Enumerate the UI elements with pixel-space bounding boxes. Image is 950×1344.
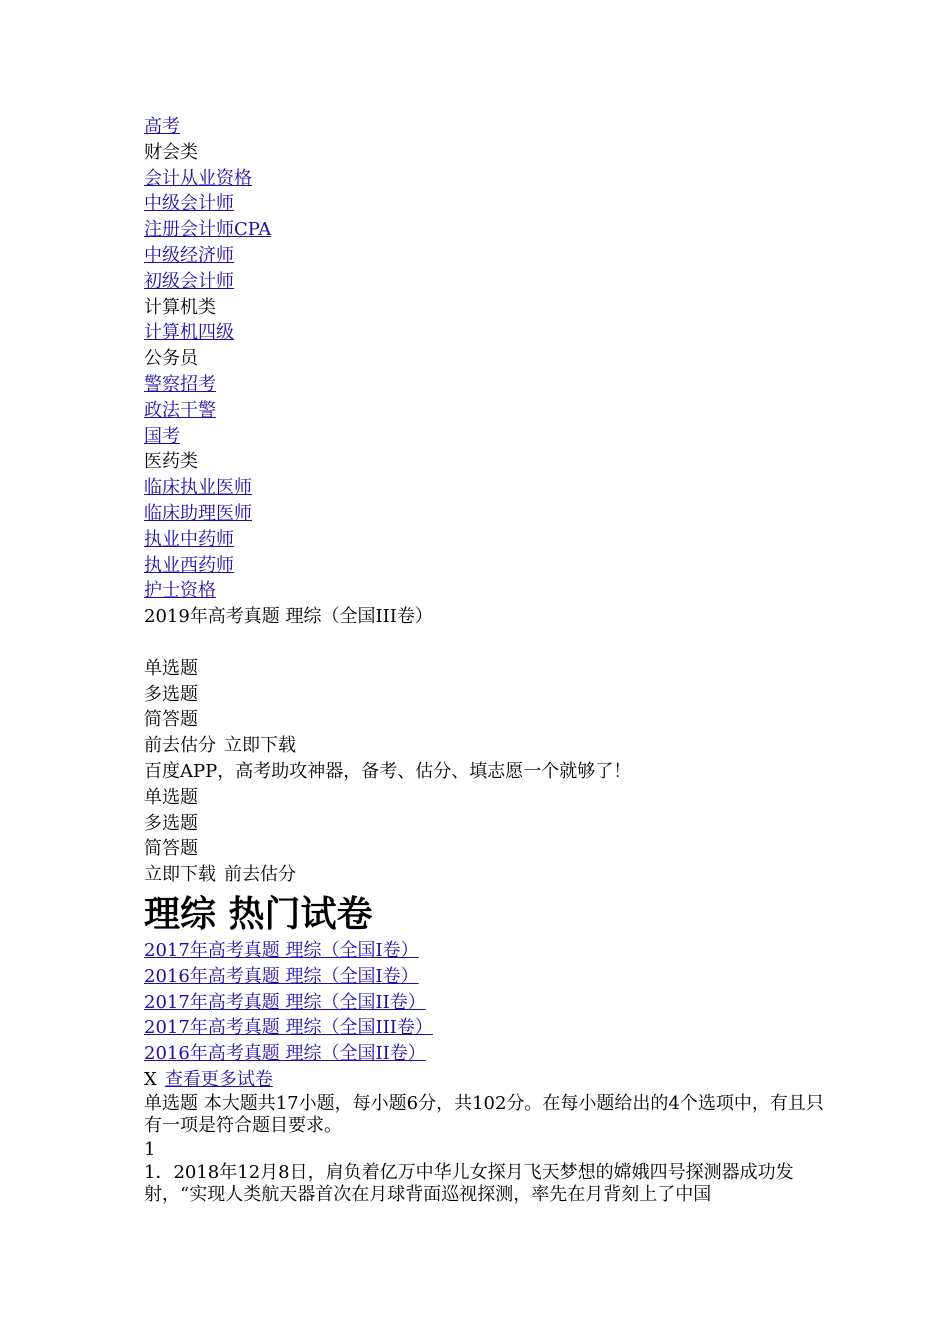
nav-link-linchuang-zhiye[interactable]: 临床执业医师 bbox=[144, 477, 252, 499]
nav-link-guokao[interactable]: 国考 bbox=[144, 425, 180, 447]
hot-paper-link[interactable]: 2017年高考真题 理综（全国I卷） bbox=[144, 939, 419, 961]
tab-short-answer-2[interactable]: 简答题 bbox=[144, 838, 198, 860]
nav-link-zhuce-kuaijishi[interactable]: 注册会计师CPA bbox=[144, 219, 272, 241]
nav-link-gaokao[interactable]: 高考 bbox=[144, 116, 180, 137]
hot-paper-link[interactable]: 2017年高考真题 理综（全国III卷） bbox=[144, 1017, 433, 1039]
tab-short-answer[interactable]: 简答题 bbox=[144, 709, 198, 731]
document-body bbox=[144, 114, 824, 1206]
estimate-score-button[interactable]: 前去估分 bbox=[144, 735, 216, 757]
action-row-2 bbox=[144, 862, 824, 888]
nav-link-zhiye-zhongyao[interactable]: 执业中药师 bbox=[144, 528, 234, 550]
more-papers-link[interactable]: 查看更多试卷 bbox=[164, 1068, 273, 1090]
category-gongwuyuan: 公务员 bbox=[144, 348, 198, 370]
more-row bbox=[144, 1067, 824, 1093]
action-row-1 bbox=[144, 733, 824, 759]
tab-single-choice[interactable]: 单选题 bbox=[144, 657, 198, 679]
hot-paper-link[interactable]: 2017年高考真题 理综（全国II卷） bbox=[144, 991, 426, 1013]
hot-paper-link[interactable]: 2016年高考真题 理综（全国I卷） bbox=[144, 965, 419, 987]
nav-link-linchuang-zhuli[interactable]: 临床助理医师 bbox=[144, 502, 252, 524]
nav-link-jingcha[interactable]: 警察招考 bbox=[144, 373, 216, 395]
spacer bbox=[144, 630, 824, 656]
download-button[interactable]: 立即下载 bbox=[224, 735, 296, 757]
tab-multi-choice-2[interactable]: 多选题 bbox=[144, 812, 198, 834]
close-button[interactable]: X bbox=[144, 1068, 157, 1090]
download-button-2[interactable]: 立即下载 bbox=[144, 864, 216, 886]
section-intro: 单选题 本大题共17小题，每小题6分，共102分。在每小题给出的4个选项中，有且只有一项是符合题目要求。 bbox=[144, 1092, 824, 1136]
nav-link-zhengfa[interactable]: 政法干警 bbox=[144, 399, 216, 421]
hot-papers-heading: 理综 热门试卷 bbox=[144, 893, 373, 935]
category-caikui: 财会类 bbox=[144, 141, 198, 163]
tab-multi-choice[interactable]: 多选题 bbox=[144, 683, 198, 705]
exam-title: 2019年高考真题 理综（全国III卷） bbox=[144, 606, 433, 628]
category-yiyao: 医药类 bbox=[144, 451, 198, 473]
promo-text: 百度APP，高考助攻神器，备考、估分、填志愿一个就够了！ bbox=[144, 760, 632, 782]
nav-link-chuji-kuaijishi[interactable]: 初级会计师 bbox=[144, 270, 234, 292]
nav-link-hushi[interactable]: 护士资格 bbox=[144, 580, 216, 602]
nav-link-zhongji-jingjishi[interactable]: 中级经济师 bbox=[144, 244, 234, 266]
estimate-score-button-2[interactable]: 前去估分 bbox=[224, 864, 296, 886]
tab-single-choice-2[interactable]: 单选题 bbox=[144, 786, 198, 808]
hot-paper-link[interactable]: 2016年高考真题 理综（全国II卷） bbox=[144, 1043, 426, 1065]
nav-link-zhiye-xiyao[interactable]: 执业西药师 bbox=[144, 554, 234, 576]
nav-link-jisuanji-siji[interactable]: 计算机四级 bbox=[144, 322, 234, 344]
nav-link-zhongji-kuaijishi[interactable]: 中级会计师 bbox=[144, 193, 234, 215]
question-text: 1．2018年12月8日，肩负着亿万中华儿女探月飞天梦想的嫦娥四号探测器成功发射，“实现人类航天器首次在月球背面巡视探测，率先在月背刻上了中国 bbox=[144, 1162, 794, 1206]
category-jisuanji: 计算机类 bbox=[144, 296, 216, 318]
nav-link-kuaiji-congye[interactable]: 会计从业资格 bbox=[144, 167, 252, 189]
question-number: 1 bbox=[144, 1138, 156, 1160]
